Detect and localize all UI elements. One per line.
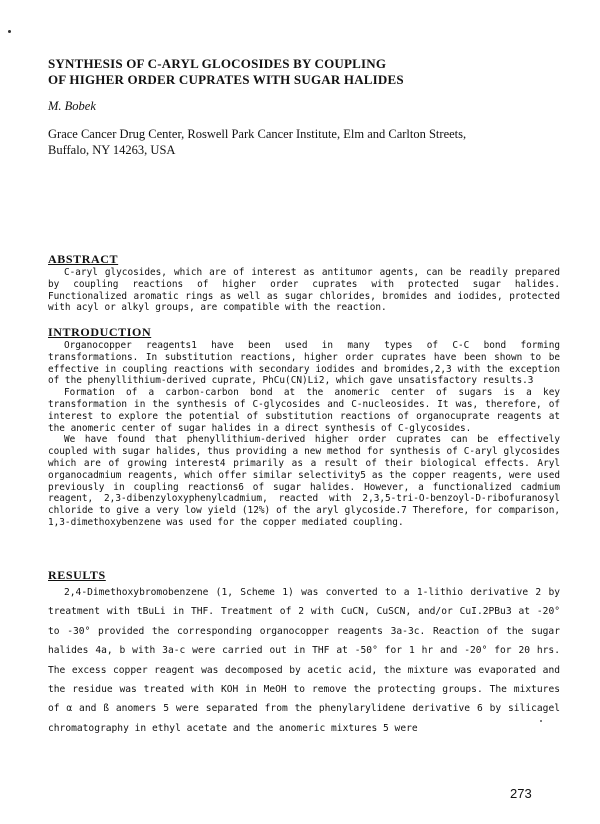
abstract-section — [48, 252, 560, 314]
introduction-section — [48, 325, 560, 529]
abstract-heading: ABSTRACT — [48, 252, 119, 266]
abstract-text: C-aryl glycosides, which are of interest as antitumor agents, can be readily prepared by coupling reactions of higher order cuprates with protected sugar halides. Functionalized aromatic rings as well as sugar chlorides, bromides and iodides, protected with acyl or alkyl groups, are compatible with the reaction. — [48, 267, 560, 314]
introduction-paragraph: Formation of a carbon-carbon bond at the anomeric center of sugars is a key transformation in the synthesis of C-glycosides and C-nucleosides. It was, therefore, of interest to explore the potential of substitution reactions of organocuprate reagents at the anomeric center of sugar halides in a direct synthesis of C-glycosides. — [48, 387, 560, 434]
results-heading: RESULTS — [48, 568, 106, 582]
paper-title — [48, 56, 548, 88]
affiliation-line: Grace Cancer Drug Center, Roswell Park Cancer Institute, Elm and Carlton Streets, — [48, 127, 467, 141]
introduction-heading: INTRODUCTION — [48, 325, 152, 339]
affiliation-line: Buffalo, NY 14263, USA — [48, 143, 176, 157]
page-number: 273 — [510, 786, 532, 801]
introduction-paragraph: Organocopper reagents1 have been used in many types of C-C bond forming transformations. In substitution reactions, higher order cuprates have been shown to be effective in coupling reactions with secondary iodides and bromides,2,3 with the exception of the phenyllithium-derived cuprate, PhCu(CN)Li2, which gave unsatisfactory results.3 — [48, 340, 560, 387]
introduction-paragraph: We have found that phenyllithium-derived higher order cuprates can be effectively coupled with sugar halides, thus providing a new method for synthesis of C-aryl glycosides which are of growing interest4 primarily as a result of their biological effects. Aryl organocadmium reagents, which offer similar selectivity5 as the copper reagents, were used previously in coupling reactions6 of sugar halides. However, a functionalized cadmium reagent, 2,3-dibenzyloxyphenylcadmium, reacted with 2,3,5-tri-O-benzoyl-D-ribofuranosyl chloride to give a very low yield (12%) of the aryl glycoside.7 Therefore, for comparison, 1,3-dimethoxybenzene was used for the copper mediated coupling. — [48, 434, 560, 528]
results-section — [48, 568, 560, 738]
affiliation — [48, 126, 568, 158]
title-line: SYNTHESIS OF C-ARYL GLOCOSIDES BY COUPLING — [48, 56, 387, 71]
author: M. Bobek — [48, 99, 96, 113]
results-paragraph: 2,4-Dimethoxybromobenzene (1, Scheme 1) was converted to a 1-lithio derivative 2 by treatment with tBuLi in THF. Treatment of 2 with CuCN, CuSCN, and/or CuI.2PBu3 at -20° to -30° provided the corresponding organocopper reagents 3a-3c. Reaction of the sugar halides 4a, b with 3a-c were carried out in THF at -50° for 1 hr and -20° for 20 hrs. The excess copper reagent was decomposed by acetic acid, the mixture was evaporated and the residue was treated with KOH in MeOH to remove the protecting groups. The mixtures of α and ß anomers 5 were separated from the phenylarylidene derivative 6 by silicagel chromatography in ethyl acetate and the anomeric mixtures 5 were — [48, 587, 560, 734]
title-line: OF HIGHER ORDER CUPRATES WITH SUGAR HALIDES — [48, 72, 404, 87]
scan-speck — [8, 30, 11, 33]
